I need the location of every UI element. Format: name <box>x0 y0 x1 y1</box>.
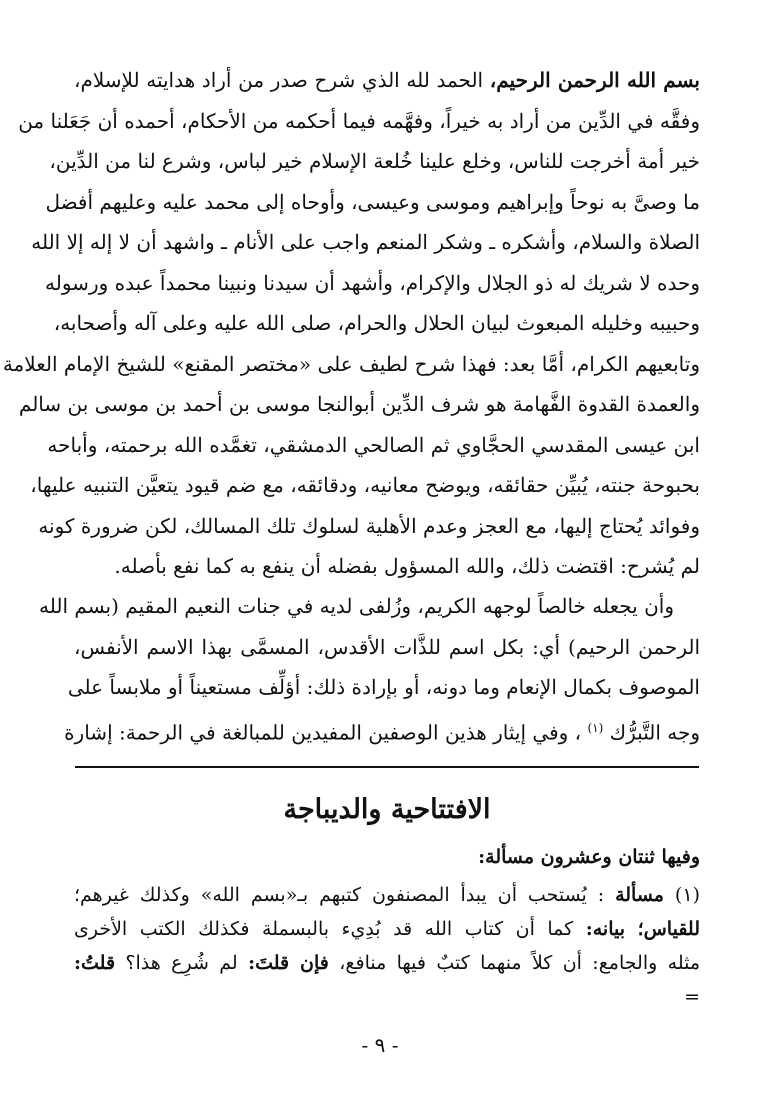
text-segment: كما أن كتاب الله قد بُدِيء بالبسملة فكذلك الكتب الأخرى <box>74 918 574 940</box>
text-line: وحبيبه وخليله المبعوث لبيان الحلال والحرام، صلى الله عليه وعلى آله وأصحابه، <box>53 311 700 335</box>
text-line: الرحمن الرحيم) أي: بكل اسم للذَّات الأقدس، المسمَّى بهذا الاسم الأنفس، <box>74 634 700 659</box>
text-segment: وجه التَّبرُّك <box>609 720 700 745</box>
text-line: وأن يجعله خالصاً لوجهه الكريم، وزُلفى لديه في جنات النعيم المقيم (بسم الله <box>39 594 674 618</box>
text-segment: لم شُرِع هذا؟ <box>125 952 238 974</box>
text-line: لم يُشرح: اقتضت ذلك، والله المسؤول بفضله أن ينفع به كما نفع بأصله. <box>114 554 700 578</box>
page-number: - ٩ - <box>361 1033 399 1057</box>
text-line: خير أمة أخرجت للناس، وخلع علينا خُلعة الإسلام خير لباس، وشرع لنا من الدِّين، <box>49 149 700 173</box>
section-heading: الافتتاحية والديباجة <box>283 794 491 825</box>
issue-number: (١) <box>674 884 700 906</box>
explanation-label: بيانه: <box>585 918 626 940</box>
text-segment: : يُستحب أن يبدأ المصنفون كتبهم بـ«بسم الله» وكذلك غيرهم؛ <box>74 884 605 906</box>
reply-label: قلتُ: <box>74 952 116 974</box>
basmala-opening: بسم الله الرحمن الرحيم، <box>489 68 700 92</box>
text-segment: الحمد لله الذي شرح صدر من أراد هدايته للإسلام، <box>74 68 490 92</box>
intro-paragraph <box>2 60 700 587</box>
section-divider <box>75 766 699 768</box>
continuation-mark: = <box>684 986 700 1008</box>
text-line <box>74 946 700 980</box>
text-segment: ، وفي إيثار هذين الوصفين المفيدين للمبالغة في الرحمة: إشارة <box>64 720 582 745</box>
text-line: وفوائد يُحتاج إليها، مع العجز وعدم الأهلية لسلوك تلك المسالك، لكن ضرورة كونه <box>38 513 700 538</box>
text-segment: مثله والجامع: أن كلاً منهما كتبٌ فيها منافع، <box>339 952 701 974</box>
footnote-marker: (١) <box>587 720 604 735</box>
text-line: وتابعيهم الكرام، أمَّا بعد: فهذا شرح لطيف على «مختصر المقنع» للشيخ الإمام العلامة <box>2 351 700 376</box>
text-line: ابن عيسى المقدسي الحجَّاوي ثم الصالحي الدمشقي، تغمَّده الله برحمته، وأباحه <box>47 432 700 457</box>
section-subheading: وفيها ثنتان وعشرون مسألة: <box>478 846 700 868</box>
text-line: والعمدة القدوة الفَّهامة هو شرف الدِّين أبوالنجا موسى بن أحمد بن موسى بن سالم <box>18 392 700 416</box>
text-line: وفقَّه في الدِّين من أراد به خيراً، وفهَّمه فيما أحكمه من الأحكام، أحمده أن جَعَلنا من <box>18 108 700 133</box>
text-line: الموصوف بكمال الإنعام وما دونه، أو بإرادة ذلك: أؤلِّف مستعيناً أو ملابساً على <box>67 675 700 699</box>
text-line: بحبوحة جنته، يُبيِّن حقائقه، ويوضح معانيه، ودقائقه، مع ضم قيود يتعيَّن التنبيه عليها، <box>30 473 700 497</box>
objection-label: فإن قلتَ: <box>248 952 329 974</box>
issue-block <box>74 878 700 1014</box>
text-line: وحده لا شريك له ذو الجلال والإكرام، وأشهد أن سيدنا ونبينا محمداً عبده ورسوله <box>45 270 700 295</box>
evidence-label: للقياس؛ <box>637 918 701 940</box>
text-line <box>74 878 700 912</box>
text-line: ما وصىَّ به نوحاً وإبراهيم وموسى وعيسى، وأوحاه إلى محمد عليه وعليهم أفضل <box>45 189 700 214</box>
issue-label: مسألة <box>615 884 664 906</box>
text-line <box>74 912 700 946</box>
text-line <box>74 60 700 101</box>
continuation-paragraph <box>39 586 700 748</box>
text-line <box>64 708 700 749</box>
text-line: الصلاة والسلام، وأشكره ـ وشكر المنعم واجب على الأنام ـ واشهد أن لا إله إلا الله <box>31 230 700 254</box>
